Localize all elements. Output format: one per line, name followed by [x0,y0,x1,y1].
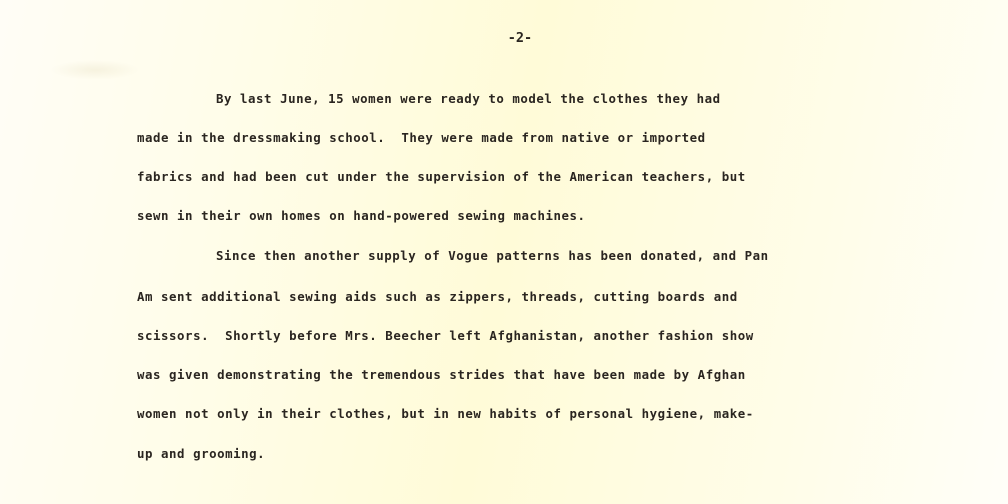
page-number: -2- [507,30,533,46]
text-line: By last June, 15 women were ready to model the clothes they had [216,91,721,106]
text-line: Am sent additional sewing aids such as zippers, threads, cutting boards and [137,289,738,304]
text-line: women not only in their clothes, but in new habits of personal hygiene, make- [137,406,754,421]
text-line: fabrics and had been cut under the supervision of the American teachers, but [137,169,746,184]
text-line: scissors. Shortly before Mrs. Beecher left Afghanistan, another fashion show [137,328,754,343]
text-line: was given demonstrating the tremendous strides that have been made by Afghan [137,367,746,382]
text-line: Since then another supply of Vogue patterns has been donated, and Pan [216,248,769,263]
text-line: sewn in their own homes on hand-powered sewing machines. [137,208,586,223]
paper-smudge [50,60,140,80]
text-line: made in the dressmaking school. They were made from native or imported [137,130,706,145]
text-line: up and grooming. [137,446,266,461]
